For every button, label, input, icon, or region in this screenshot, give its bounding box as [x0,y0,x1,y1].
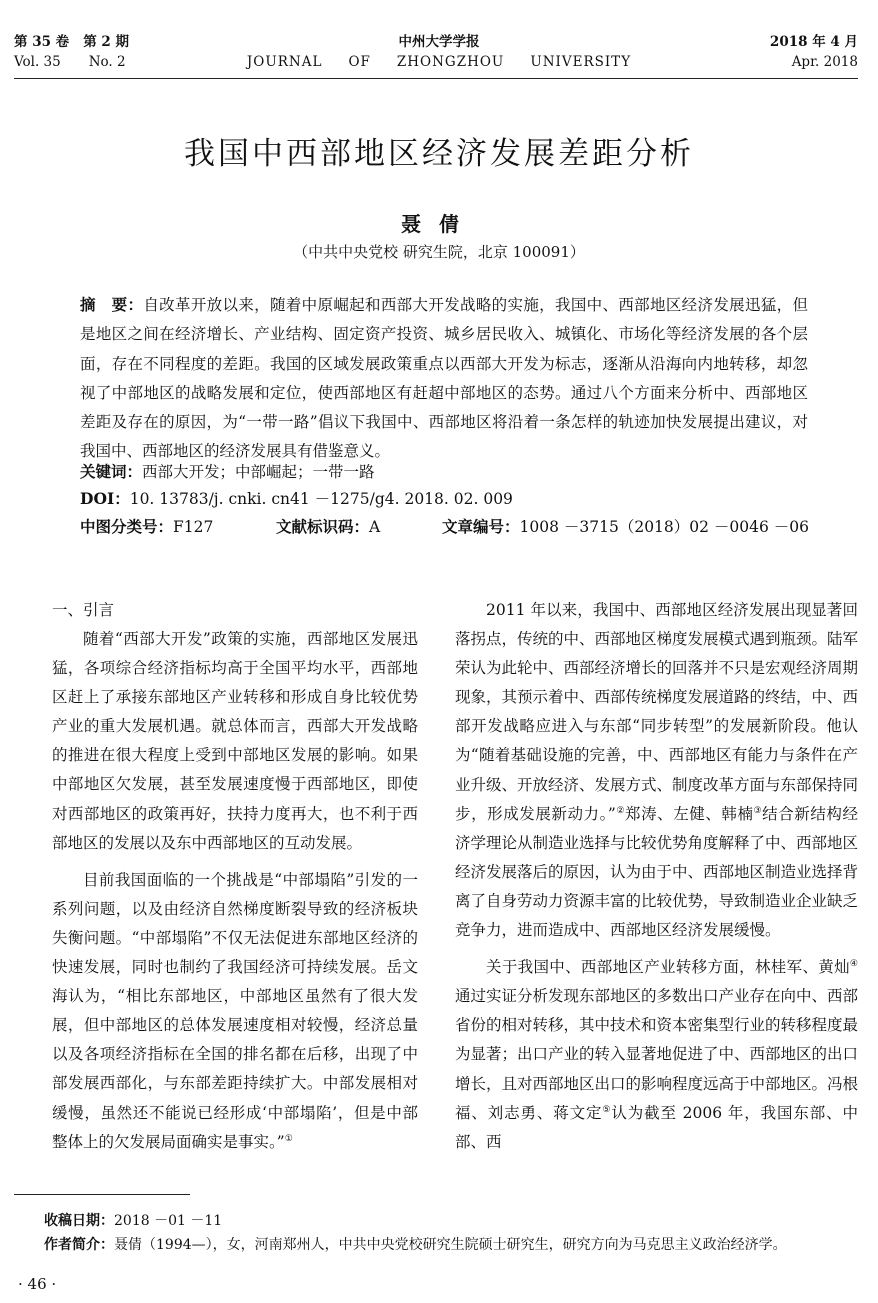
reference-marker: ⑤ [602,1104,612,1115]
journal-en-word: OF [348,54,371,70]
left-column [52,596,418,1157]
right-column [455,596,858,1157]
clc-code: 中图分类号：F127 [80,517,214,536]
abstract-label: 摘 要： [80,295,144,314]
reference-marker: ② [615,805,626,816]
author-bio: 作者简介：聂倩（1994—），女，河南郑州人，中共中央党校研究生院硕士研究生，研究方向为马克思主义政治经济学。 [44,1237,787,1253]
header-rule [14,78,858,79]
date-en: Apr. 2018 [791,54,858,70]
running-header [0,28,878,76]
author-affiliation: （中共中央党校 研究生院，北京 100091） [293,243,585,261]
journal-en-word: UNIVERSITY [530,54,632,70]
issue-en: No. 2 [88,54,126,70]
volume-cn: 第 35 卷 [14,34,70,50]
abstract-text: 自改革开放以来，随着中原崛起和西部大开发战略的实施，我国中、西部地区经济发展迅猛，但是地区之间在经济增长、产业结构、固定资产投资、城乡居民收入、城镇化、市场化等经济发展的各个层面，存在不同程度的差距。我国的区域发展政策重点以西部大开发为标志，逐渐从沿海向内地转移，却忽视了中部地区的战略发展和定位，使西部地区有赶超中部地区的态势。通过八个方面来分析中、西部地区差距及存在的原因，为“一带一路”倡议下我国中、西部地区将沿着一条怎样的轨迹加快发展提出建议，对我国中、西部地区的经济发展具有借鉴意义。 [80,296,808,461]
paragraph: 2011 年以来，我国中、西部地区经济发展出现显著回落拐点，传统的中、西部地区梯度发展模式遇到瓶颈。陆军荣认为此轮中、西部经济增长的回落并不只是宏观经济周期现象，其预示着中、西部传统梯度发展道路的终结，中、西部开发战略应进入与东部“同步转型”的发展新阶段。他认为“随着基础设施的完善，中、西部地区有能力与条件在产业升级、开放经济、发展方式、制度改革方面与东部保持同步，形成发展新动力。”②郑涛、左健、韩楠③结合新结构经济学理论从制造业选择与比较优势角度解释了中、西部地区经济发展落后的原因，认为由于中、西部地区制造业选择背离了自身劳动力资源丰富的比较优势，导致制造业企业缺乏竞争力，进而造成中、西部地区经济发展缓慢。 [455,601,859,940]
paper-title: 我国中西部地区经济发展差距分析 [184,136,694,172]
volume-en: Vol. 35 [14,54,61,70]
reference-marker: ① [284,1133,293,1144]
journal-en-word: JOURNAL [246,54,323,70]
section-heading: 一、引言 [52,601,115,619]
journal-en [0,52,878,72]
paragraph: 目前我国面临的一个挑战是“中部塌陷”引发的一系列问题，以及由经济自然梯度断裂导致的经济板块失衡问题。“中部塌陷”不仅无法促进东部地区经济的快速发展，同时也制约了我国经济可持续发展。岳文海认为，“相比东部地区，中部地区虽然有了很大发展，但中部地区的总体发展速度相对较慢，经济总量以及各项经济指标在全国的排名都在后移，出现了中部发展西部化，与东部差距持续扩大。中部发展相对缓慢，虽然还不能说已经形成‘中部塌陷’，但是中部整体上的欠发展局面确实是事实。”① [52,870,418,1151]
date-cn: 2018 年 4 月 [769,34,858,50]
abstract [80,290,808,467]
doi-label: DOI： [80,489,130,508]
journal-cn: 中州大学学报 [398,34,480,50]
footnote-rule [14,1194,190,1195]
issue-date [770,32,858,72]
received-date: 收稿日期：2018 －01 －11 [44,1213,223,1229]
author-name: 聂倩 [401,212,477,236]
doi [80,488,513,510]
doi-text: 10. 13783/j. cnki. cn41 －1275/g4. 2018. 02. 009 [129,490,513,508]
issue-cn: 第 2 期 [83,34,129,50]
paragraph: 随着“西部大开发”政策的实施，西部地区发展迅猛，各项综合经济指标均高于全国平均水平，西部地区赶上了承接东部地区产业转移和形成自身比较优势产业的重大发展机遇。就总体而言，西部大开发战略的推进在很大程度上受到中部地区发展的影响。如果中部地区欠发展，甚至发展速度慢于西部地区，即使对西部地区的政策再好，扶持力度再大，也不利于西部地区的发展以及东中西部地区的互动发展。 [52,630,418,852]
keywords-text: 西部大开发；中部崛起；一带一路 [142,463,375,481]
keywords-label: 关键词： [80,462,143,481]
reference-marker: ④ [849,958,858,969]
paragraph: 关于我国中、西部地区产业转移方面，林桂军、黄灿④通过实证分析发现东部地区的多数出口产业存在向中、西部省份的相对转移，其中技术和资本密集型行业的转移程度最为显著；出口产业的转入显著地促进了中、西部地区的出口增长，且对西部地区出口的影响程度远高于中部地区。冯根福、刘志勇、蒋文定⑤认为截至 2006 年，我国东部、中部、西 [455,958,859,1151]
article-number: 文章编号：1008 －3715（2018）02 －0046 －06 [442,517,810,536]
journal-en-word: ZHONGZHOU [396,54,505,70]
journal-name [0,32,878,72]
reference-marker: ③ [753,805,763,816]
page-number: · 46 · [18,1275,57,1293]
keywords [80,461,375,483]
document-code: 文献标识码：A [276,517,381,536]
